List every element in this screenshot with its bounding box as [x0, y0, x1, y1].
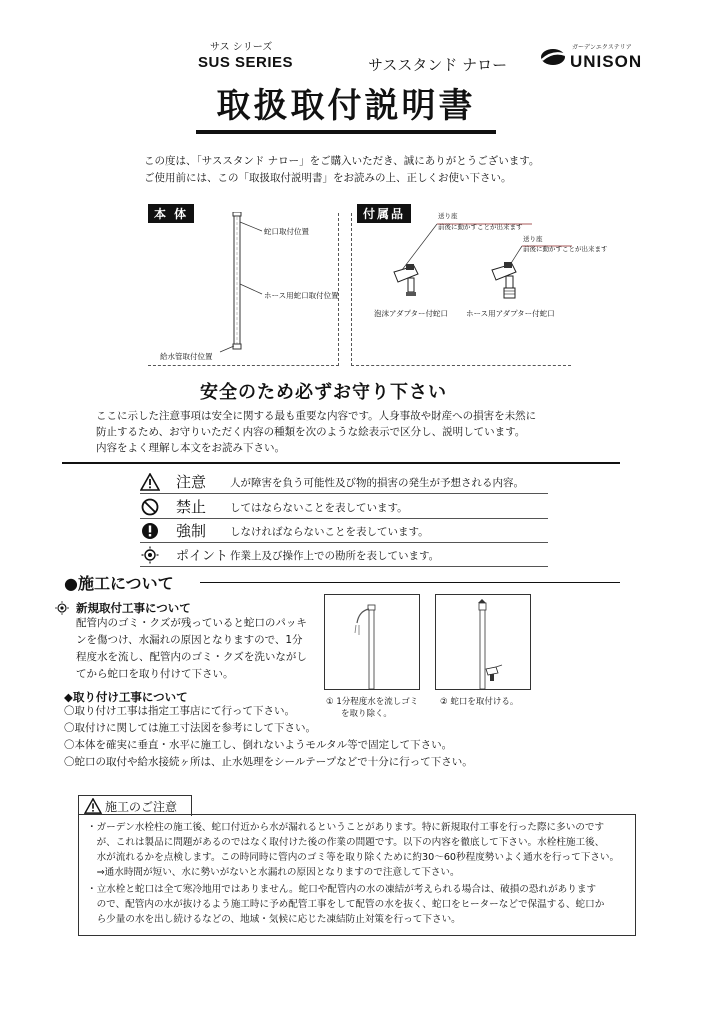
label-faucet-position: 蛇口取付位置: [264, 227, 309, 236]
point-icon: [54, 600, 70, 616]
label-supply-position: 給水管取付位置: [160, 352, 213, 361]
warning-triangle-icon: [84, 798, 102, 814]
figure-1-caption-line-2: を取り除く。: [341, 709, 392, 719]
legend-desc-caution: 人が障害を負う可能性及び物的損害の発生が予想される内容。: [230, 477, 524, 489]
notice-tab: [78, 795, 192, 816]
legend-desc-prohibited: してはならないことを表しています。: [230, 502, 408, 514]
new-work-line-2: ンを傷つけ、水漏れの原因となりますので、1分: [76, 634, 303, 646]
series-label-kana: サス シリーズ: [210, 42, 273, 53]
construction-heading: ●施工について: [64, 574, 174, 593]
legend-row-mandatory: [140, 520, 548, 543]
safety-desc-line-2: 防止するため、お守りいただく内容の種類を次のような絵表示で区分し、説明しています。: [96, 426, 526, 438]
install-item-1: 〇取り付け工事は指定工事店にて行って下さい。: [64, 705, 295, 717]
legend-row-prohibited: [140, 496, 548, 519]
install-item-2: 〇取付けに関しては施工寸法図を参考にして下さい。: [64, 722, 316, 734]
unison-logo: [540, 44, 665, 72]
notice-line-6: ので、配管内の水が抜けるよう施工時に予め配管工事をして配管の水を抜く、蛇口をヒーターなどで保温する、蛇口か: [87, 899, 605, 910]
install-item-4: 〇蛇口の取付や給水接続ヶ所は、止水処理をシールテープなどで十分に行って下さい。: [64, 756, 473, 768]
construction-heading-rule: [200, 582, 620, 583]
seat-label-1: 送り座: [438, 212, 458, 220]
legend-label-caution: 注意: [176, 473, 207, 491]
figure-flush-pipe: [324, 594, 420, 690]
figure-attach-faucet: [435, 594, 531, 690]
safety-desc-line-3: 内容をよく理解し本文をお読み下さい。: [96, 442, 285, 454]
notice-box: [78, 814, 636, 936]
new-work-line-4: てから蛇口を取り付けて下さい。: [76, 668, 234, 680]
new-work-title: 新規取付工事について: [76, 601, 191, 615]
seat-note-2: 前後に動かすことが出来ます: [523, 245, 608, 253]
notice-line-2: が、これは製品に問題があるのではなく取付けた後の作業の問題です。以下の内容を徹底して下さい。水栓柱施工後、: [87, 837, 605, 848]
safety-desc-line-1: ここに示した注意事項は安全に関する最も重要な内容です。人身事故や財産への損害を未然に: [96, 410, 537, 422]
notice-line-3: 水が流れるかを点検します。この時同時に管内のゴミ等を取り除くために約30～60秒程度勢いよく通水を行って下さい。: [87, 852, 620, 863]
accessory-item-1: 泡沫アダプター付蛇口: [374, 309, 448, 318]
install-item-3: 〇本体を確実に垂直・水平に施工し、倒れないようモルタル等で固定して下さい。: [64, 739, 453, 751]
notice-line-5: ・立水栓と蛇口は全て寒冷地用ではありません。蛇口や配管内の水の凍結が考えられる場合は、破損の恐れがあります: [87, 884, 597, 895]
logo-mark-icon: [540, 46, 568, 70]
seat-note-1: 前後に動かすことが出来ます: [438, 223, 523, 231]
label-hose-faucet-position: ホース用蛇口取付位置: [264, 291, 339, 300]
logo-text: UNISON: [570, 52, 643, 71]
figure-2-caption: ② 蛇口を取付ける。: [440, 697, 519, 707]
figure-1-caption-line-1: ① 1分程度水を流しゴミ: [326, 697, 419, 707]
legend-desc-point: 作業上及び操作上での勘所を表しています。: [230, 550, 440, 562]
new-work-line-3: 程度水を流し、配管内のゴミ・クズを洗いながし: [76, 651, 307, 663]
intro-line-1: この度は、「サススタンド ナロー」をご購入いただき、誠にありがとうございます。: [144, 155, 540, 167]
legend-label-prohibited: 禁止: [176, 498, 207, 516]
legend-row-caution: [140, 471, 548, 494]
accessory-tag: 付属品: [357, 204, 411, 223]
new-work-text: [76, 615, 321, 683]
body-illustration: [150, 212, 340, 364]
prohibited-icon: [140, 498, 160, 516]
product-name: サススタンド ナロー: [368, 56, 508, 74]
install-title: ◆取り付け工事について: [64, 690, 188, 704]
notice-line-4: ⇒通水時間が短い、水に勢いがないと水漏れの原因となりますので注意して下さい。: [87, 867, 460, 878]
safety-title: 安全のため必ずお守り下さい: [200, 382, 447, 403]
body-tag: 本 体: [148, 204, 194, 223]
intro-line-2: ご使用前には、この「取扱取付説明書」をお読みの上、正しくお使い下さい。: [144, 172, 512, 184]
series-label-en: SUS SERIES: [198, 54, 294, 71]
notice-title: 施工のご注意: [105, 800, 178, 814]
attach-faucet-illustration: [436, 595, 530, 689]
legend-label-mandatory: 強制: [176, 522, 207, 540]
logo-subtitle: ガーデンエクステリア: [572, 44, 632, 51]
new-work-line-1: 配管内のゴミ・クズが残っていると蛇口のパッキ: [76, 617, 307, 629]
divider: [62, 462, 620, 464]
legend-row-point: [140, 544, 548, 567]
legend-desc-mandatory: しなければならないことを表しています。: [230, 526, 429, 538]
flush-pipe-illustration: [325, 595, 419, 689]
accessory-item-2: ホース用アダプター付蛇口: [466, 309, 555, 318]
page-title: 取扱取付説明書: [196, 84, 496, 134]
notice-line-7: ら少量の水を出し続けるなどの、地域・気候に応じた凍結防止対策を行って下さい。: [87, 914, 461, 925]
install-list: [64, 703, 624, 771]
notice-line-1: ・ガーデン水栓柱の施工後、蛇口付近から水が漏れるということがあります。特に新規取付工事を行った際に多いのです: [87, 822, 605, 833]
warning-triangle-icon: [140, 473, 160, 491]
seat-label-2: 送り座: [523, 235, 543, 243]
legend-label-point: ポイント: [176, 549, 229, 564]
point-icon: [140, 546, 160, 564]
mandatory-icon: [140, 522, 160, 540]
safety-description: [96, 408, 616, 456]
